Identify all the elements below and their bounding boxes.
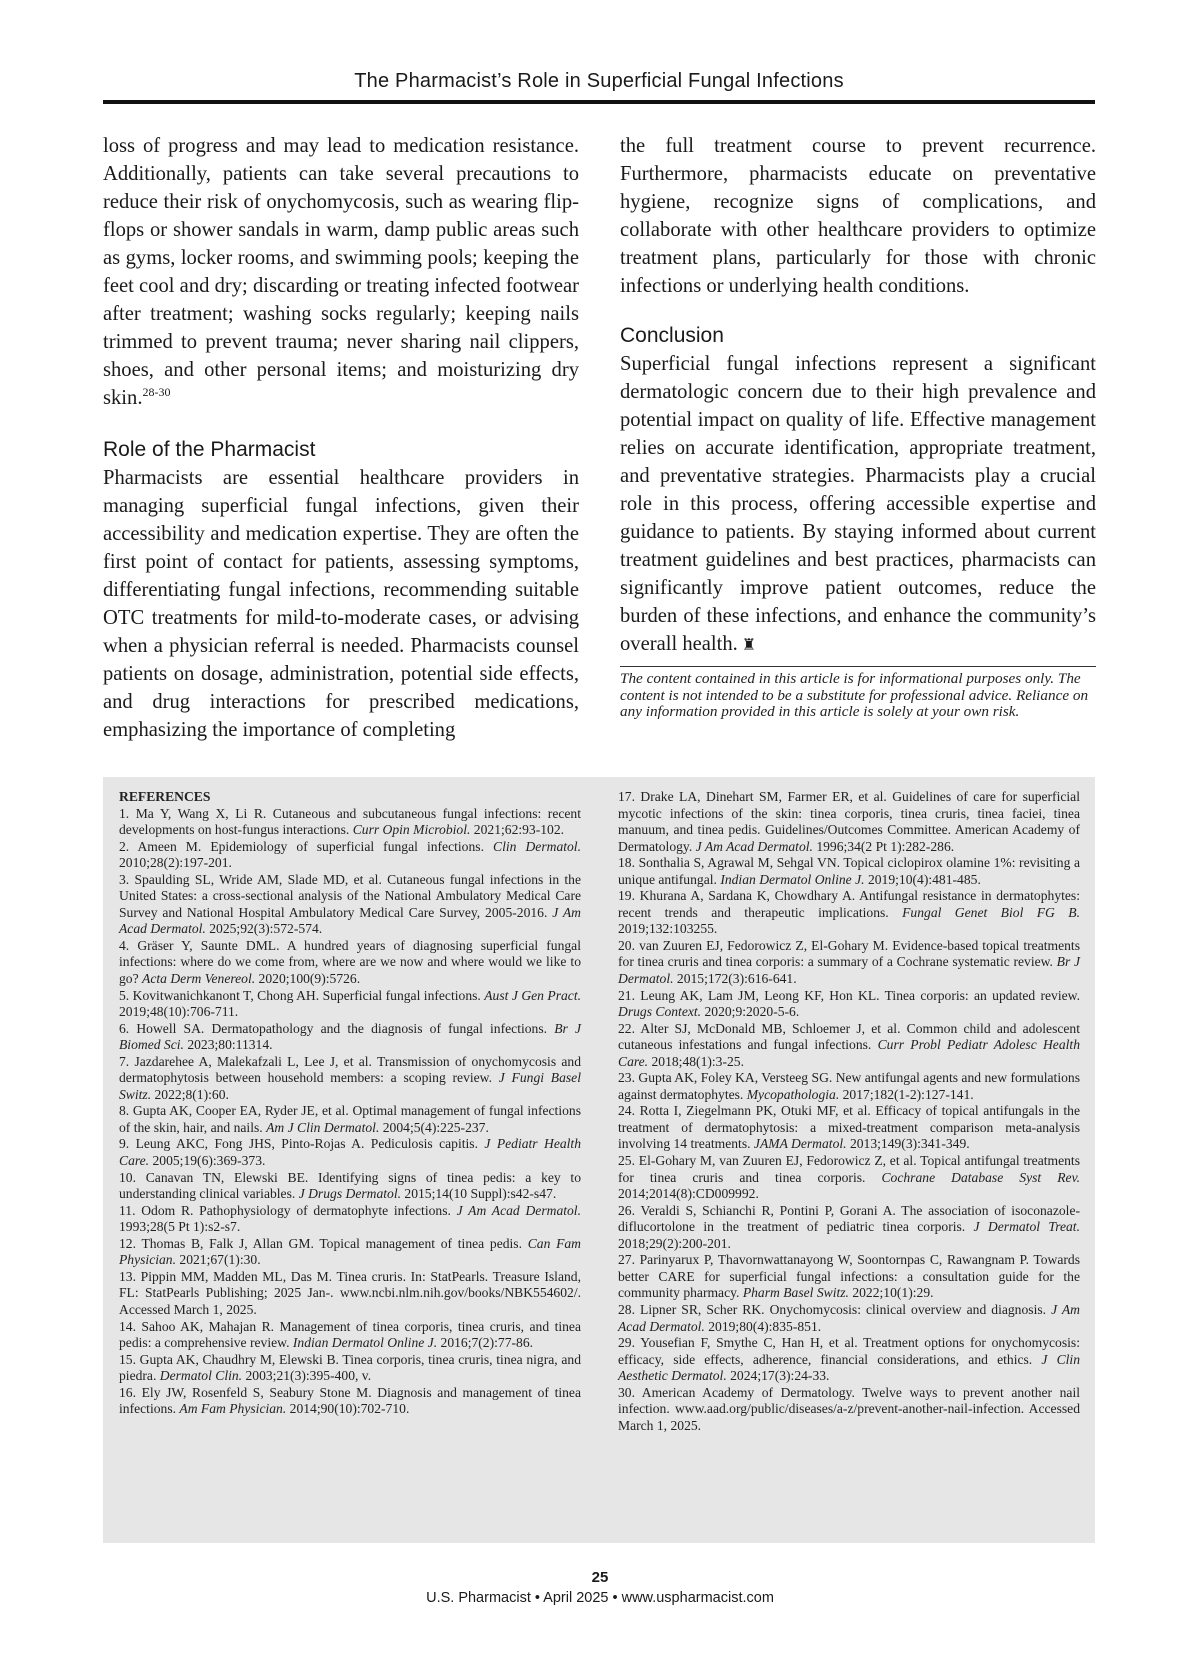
reference-citation: 1996;34(2 Pt 1):282-286. xyxy=(812,838,955,854)
reference-text: 26. Veraldi S, Schianchi R, Pontini P, Gorani A. The association of isoconazole-diflucortolone in the treatment of pediatric tinea corporis. xyxy=(618,1202,1080,1235)
reference-item xyxy=(119,1352,581,1385)
reference-text: 1. Ma Y, Wang X, Li R. Cutaneous and subcutaneous fungal infections: recent developments on host-fungus interactions. xyxy=(119,805,581,838)
reference-journal: JAMA Dermatol. xyxy=(753,1136,847,1152)
reference-journal: Br J Biomed Sci. xyxy=(119,1020,581,1053)
reference-citation: 2003;21(3):395-400, v. xyxy=(242,1368,372,1384)
reference-citation: 2021;67(1):30. xyxy=(176,1252,261,1268)
reference-citation: 2015;14(10 Suppl):s42-s47. xyxy=(401,1186,557,1202)
reference-journal: Indian Dermatol Online J. xyxy=(292,1335,438,1351)
reference-citation: 2005;19(6):369-373. xyxy=(149,1153,266,1169)
reference-citation: 2014;90(10):702-710. xyxy=(286,1401,410,1417)
reference-journal: J Pediatr Health Care. xyxy=(119,1136,581,1169)
reference-item xyxy=(618,1203,1080,1253)
body-paragraph xyxy=(620,350,1096,660)
reference-journal: J Fungi Basel Switz. xyxy=(119,1070,581,1102)
reference-text: 25. El-Gohary M, van Zuuren EJ, Fedorowicz Z, et al. Topical antifungal treatments for tinea cruris and tinea corporis. xyxy=(618,1153,1080,1185)
reference-text: 16. Ely JW, Rosenfeld S, Seabury Stone M. Diagnosis and management of tinea infections. xyxy=(119,1384,581,1417)
reference-journal: J Am Acad Dermatol. xyxy=(119,904,581,937)
reference-citation: 1993;28(5 Pt 1):s2-s7. xyxy=(119,1219,241,1235)
reference-item xyxy=(618,855,1080,888)
reference-text: 7. Jazdarehee A, Malekafzali L, Lee J, et al. Transmission of onychomycosis and dermatophytosis between household members: a scoping review. xyxy=(119,1053,581,1086)
body-paragraph xyxy=(103,132,579,412)
reference-text: 22. Alter SJ, McDonald MB, Schloemer J, et al. Common child and adolescent cutaneous infestations and fungal infections. xyxy=(618,1020,1080,1053)
reference-text: 20. van Zuuren EJ, Fedorowicz Z, El-Gohary M. Evidence-based topical treatments for tinea cruris and tinea corporis: a summary of a Cochrane systematic review. xyxy=(618,937,1080,970)
reference-journal: Am Fam Physician. xyxy=(179,1401,287,1417)
reference-citation: 2013;149(3):341-349. xyxy=(846,1136,970,1152)
citation-superscript: 28-30 xyxy=(142,385,171,400)
reference-text: 2. Ameen M. Epidemiology of superficial fungal infections. xyxy=(119,838,494,854)
reference-citation: 2016;7(2):77-86. xyxy=(437,1335,534,1351)
reference-item xyxy=(618,888,1080,938)
reference-journal: Mycopathologia. xyxy=(746,1086,840,1102)
reference-citation: 2018;29(2):200-201. xyxy=(618,1235,731,1251)
reference-text: 9. Leung AKC, Fong JHS, Pinto-Rojas A. Pediculosis capitis. xyxy=(119,1136,485,1152)
reference-item xyxy=(119,1170,581,1203)
references-list-right xyxy=(618,789,1080,1434)
right-column xyxy=(620,132,1096,721)
references-list-left xyxy=(119,806,581,1418)
reference-item xyxy=(618,938,1080,988)
reference-journal: Am J Clin Dermatol. xyxy=(266,1119,380,1135)
reference-citation: 2019;10(4):481-485. xyxy=(864,871,981,887)
paragraph-text: loss of progress and may lead to medication resistance. Additionally, patients can take several precautions to reduce their risk of onychomycosis, such as wearing flip-flops or shower sandals in warm, damp public areas such as gyms, locker rooms, and swimming pools; keeping the feet cool and dry; discarding or treating infected footwear after treatment; washing socks regularly; keeping nails trimmed to prevent trauma; never sharing nail clippers, shoes, and other personal items; and moisturizing dry skin. xyxy=(103,135,579,409)
reference-item xyxy=(618,1070,1080,1103)
reference-text: 4. Gräser Y, Saunte DML. A hundred years of diagnosing superficial fungal infections: where do we come from, where are we now and where would we like to go? xyxy=(119,937,581,987)
reference-citation: 2022;8(1):60. xyxy=(151,1086,229,1102)
reference-item xyxy=(119,1136,581,1169)
reference-journal: J Drugs Dermatol. xyxy=(298,1186,402,1202)
reference-item xyxy=(119,1319,581,1352)
reference-citation: 2015;172(3):616-641. xyxy=(673,971,797,987)
reference-item xyxy=(119,1054,581,1104)
reference-item xyxy=(618,789,1080,855)
reference-citation: 2022;10(1):29. xyxy=(848,1285,934,1301)
reference-citation: 2025;92(3):572-574. xyxy=(205,921,323,937)
reference-text: 15. Gupta AK, Chaudhry M, Elewski B. Tinea corporis, tinea cruris, tinea nigra, and piedra. xyxy=(119,1351,581,1384)
reference-citation: 2014;2014(8):CD009992. xyxy=(618,1186,759,1202)
reference-text: 12. Thomas B, Falk J, Allan GM. Topical management of tinea pedis. xyxy=(119,1235,528,1251)
reference-citation: 2019;132:103255. xyxy=(618,921,718,937)
reference-item xyxy=(119,988,581,1021)
disclaimer: The content contained in this article is for informational purposes only. The content is not intended to be a substitute for professional advice. Reliance on any information provided in this article is solely at your own risk. xyxy=(620,666,1096,721)
page-header xyxy=(103,68,1095,104)
reference-item xyxy=(119,1385,581,1418)
reference-text: 27. Parinyarux P, Thavornwattanayong W, Soontornpas C, Rawangnam P. Towards better CARE for superficial fungal infections: a consultation guide for the community pharmacy. xyxy=(618,1252,1080,1301)
reference-journal: Dermatol Clin. xyxy=(159,1368,243,1384)
reference-item xyxy=(119,938,581,988)
reference-text: 21. Leung AK, Lam JM, Leong KF, Hon KL. Tinea corporis: an updated review. xyxy=(618,987,1080,1003)
reference-text: 30. American Academy of Dermatology. Twelve ways to prevent another nail infection. www.aad.org/public/diseases/a-z/prevent-another-nail-infection. Accessed March 1, 2025. xyxy=(618,1384,1080,1433)
reference-text: 23. Gupta AK, Foley KA, Versteeg SG. New antifungal agents and new formulations against dermatophytes. xyxy=(618,1070,1080,1102)
reference-text: 18. Sonthalia S, Agrawal M, Sehgal VN. Topical ciclopirox olamine 1%: revisiting a unique antifungal. xyxy=(618,855,1080,887)
reference-item xyxy=(119,872,581,938)
reference-text: 24. Rotta I, Ziegelmann PK, Otuki MF, et al. Efficacy of topical antifungals in the treatment of dermatophytosis: a mixed-treatment comparison meta-analysis involving 14 treatments. xyxy=(618,1103,1080,1152)
section-heading-conclusion: Conclusion xyxy=(620,324,724,347)
reference-journal: J Am Acad Dermatol. xyxy=(695,838,813,854)
reference-citation: 2010;28(2):197-201. xyxy=(119,855,232,871)
reference-journal: Drugs Context. xyxy=(618,1004,702,1020)
reference-item xyxy=(119,839,581,872)
reference-journal: Can Fam Physician. xyxy=(119,1235,581,1268)
reference-item xyxy=(618,1302,1080,1335)
reference-citation: 2023;80:11314. xyxy=(183,1037,273,1053)
reference-item xyxy=(618,988,1080,1021)
reference-journal: Acta Derm Venereol. xyxy=(142,971,256,987)
reference-journal: J Dermatol Treat. xyxy=(973,1219,1080,1235)
reference-item xyxy=(618,1153,1080,1203)
reference-item xyxy=(119,806,581,839)
reference-citation: 2017;182(1-2):127-141. xyxy=(839,1086,974,1102)
reference-citation: 2018;48(1):3-25. xyxy=(648,1053,744,1069)
running-title: The Pharmacist’s Role in Superficial Fungal Infections xyxy=(354,70,844,92)
reference-item xyxy=(119,1021,581,1054)
reference-journal: J Am Acad Dermatol. xyxy=(456,1202,581,1218)
reference-item xyxy=(119,1269,581,1319)
footer-publication-line: U.S. Pharmacist • April 2025 • www.uspharmacist.com xyxy=(426,1590,774,1606)
reference-text: 19. Khurana A, Sardana K, Chowdhary A. Antifungal resistance in dermatophytes: recent trends and therapeutic implications. xyxy=(618,888,1080,920)
reference-text: 29. Yousefian F, Smythe C, Han H, et al. Treatment options for onychomycosis: efficacy, side effects, adherence, financial considerations, and ethics. xyxy=(618,1335,1080,1367)
reference-item xyxy=(618,1252,1080,1302)
reference-journal: Curr Opin Microbiol. xyxy=(352,822,471,838)
reference-text: 8. Gupta AK, Cooper EA, Ryder JE, et al. Optimal management of fungal infections of the skin, hair, and nails. xyxy=(119,1103,581,1135)
reference-item xyxy=(618,1335,1080,1385)
reference-text: 13. Pippin MM, Madden ML, Das M. Tinea cruris. In: StatPearls. Treasure Island, FL: StatPearls Publishing; 2025 Jan-. www.ncbi.nlm.nih.gov/books/NBK554602/. Accessed March 1, 2025. xyxy=(119,1268,581,1317)
reference-text: 6. Howell SA. Dermatopathology and the diagnosis of fungal infections. xyxy=(119,1020,555,1036)
body-paragraph: the full treatment course to prevent recurrence. Furthermore, pharmacists educate on preventative hygiene, recognize signs of complications, and collaborate with other healthcare providers to optimize treatment plans, particularly for those with chronic infections or underlying health conditions. xyxy=(620,135,1096,297)
reference-citation: 2020;100(9):5726. xyxy=(255,971,361,987)
reference-text: 10. Canavan TN, Elewski BE. Identifying signs of tinea pedis: a key to understanding clinical variables. xyxy=(119,1169,581,1202)
reference-journal: Aust J Gen Pract. xyxy=(484,987,581,1003)
reference-citation: 2024;17(3):24-33. xyxy=(726,1368,830,1384)
reference-item xyxy=(618,1021,1080,1071)
page-footer xyxy=(0,1568,1200,1608)
reference-citation: 2019;80(4):835-851. xyxy=(704,1318,822,1334)
section-heading-role: Role of the Pharmacist xyxy=(103,438,316,461)
reference-journal: Cochrane Database Syst Rev. xyxy=(881,1169,1080,1185)
references-title: REFERENCES xyxy=(119,789,211,804)
reference-citation: 2020;9:2020-5-6. xyxy=(701,1004,800,1020)
reference-citation: 2019;48(10):706-711. xyxy=(119,1004,239,1020)
references-left-column xyxy=(119,789,581,1418)
body-paragraph: Pharmacists are essential healthcare providers in managing superficial fungal infections, given their accessibility and medication expertise. They are often the first point of contact for patients, assessing symptoms, differentiating fungal infections, recommending suitable OTC treatments for mild-to-moderate cases, or advising when a physician referral is needed. Pharmacists counsel patients on dosage, administration, potential side effects, and drug interactions for prescribed medications, emphasizing the importance of completing xyxy=(103,467,579,741)
reference-journal: Curr Probl Pediatr Adolesc Health Care. xyxy=(618,1037,1080,1069)
paragraph-text: Superficial fungal infections represent a significant dermatologic concern due to their high prevalence and potential impact on quality of life. Effective management relies on accurate identification, appropriate treatment, and preventative strategies. Pharmacists play a crucial role in this process, offering accessible expertise and guidance to patients. By staying informed about current treatment guidelines and best practices, pharmacists can significantly improve patient outcomes, reduce the burden of these infections, and enhance the community’s overall health. xyxy=(620,353,1096,655)
reference-item xyxy=(119,1103,581,1136)
reference-journal: Br J Dermatol. xyxy=(618,954,1081,987)
reference-journal: J Clin Aesthetic Dermatol. xyxy=(618,1351,1080,1384)
left-column xyxy=(103,132,579,744)
reference-text: 3. Spaulding SL, Wride AM, Slade MD, et al. Cutaneous fungal infections in the United States: a cross-sectional analysis of the National Ambulatory Medical Care Survey and National Hospital Ambulatory Medical Care Survey, 2005-2016. xyxy=(119,871,581,920)
reference-journal: Clin Dermatol. xyxy=(493,838,581,854)
reference-text: 17. Drake LA, Dinehart SM, Farmer ER, et al. Guidelines of care for superficial mycotic infections of the skin: tinea corporis, tinea cruris, tinea faciei, tinea manuum, and tinea pedis. Guidelines/Outcomes Committee. American Academy of Dermatology. xyxy=(618,789,1080,854)
reference-text: 14. Sahoo AK, Mahajan R. Management of tinea corporis, tinea cruris, and tinea pedis: a comprehensive review. xyxy=(119,1318,581,1351)
reference-item xyxy=(618,1385,1080,1435)
reference-citation: 2004;5(4):225-237. xyxy=(379,1119,489,1135)
reference-text: 28. Lipner SR, Scher RK. Onychomycosis: clinical overview and diagnosis. xyxy=(618,1301,1052,1317)
reference-item xyxy=(119,1236,581,1269)
references-right-column xyxy=(618,789,1080,1434)
end-of-article-icon: ♜ xyxy=(741,637,757,654)
reference-journal: J Am Acad Dermatol. xyxy=(618,1301,1080,1334)
reference-text: 5. Kovitwanichkanont T, Chong AH. Superficial fungal infections. xyxy=(119,987,485,1003)
reference-journal: Pharm Basel Switz. xyxy=(742,1285,849,1301)
references-box xyxy=(103,777,1095,1543)
reference-item xyxy=(618,1103,1080,1153)
reference-journal: Indian Dermatol Online J. xyxy=(720,871,865,887)
page-number: 25 xyxy=(591,1569,609,1586)
reference-journal: Fungal Genet Biol FG B. xyxy=(902,904,1080,920)
reference-citation: 2021;62:93-102. xyxy=(470,822,565,838)
reference-item xyxy=(119,1203,581,1236)
reference-text: 11. Odom R. Pathophysiology of dermatophyte infections. xyxy=(119,1202,457,1218)
